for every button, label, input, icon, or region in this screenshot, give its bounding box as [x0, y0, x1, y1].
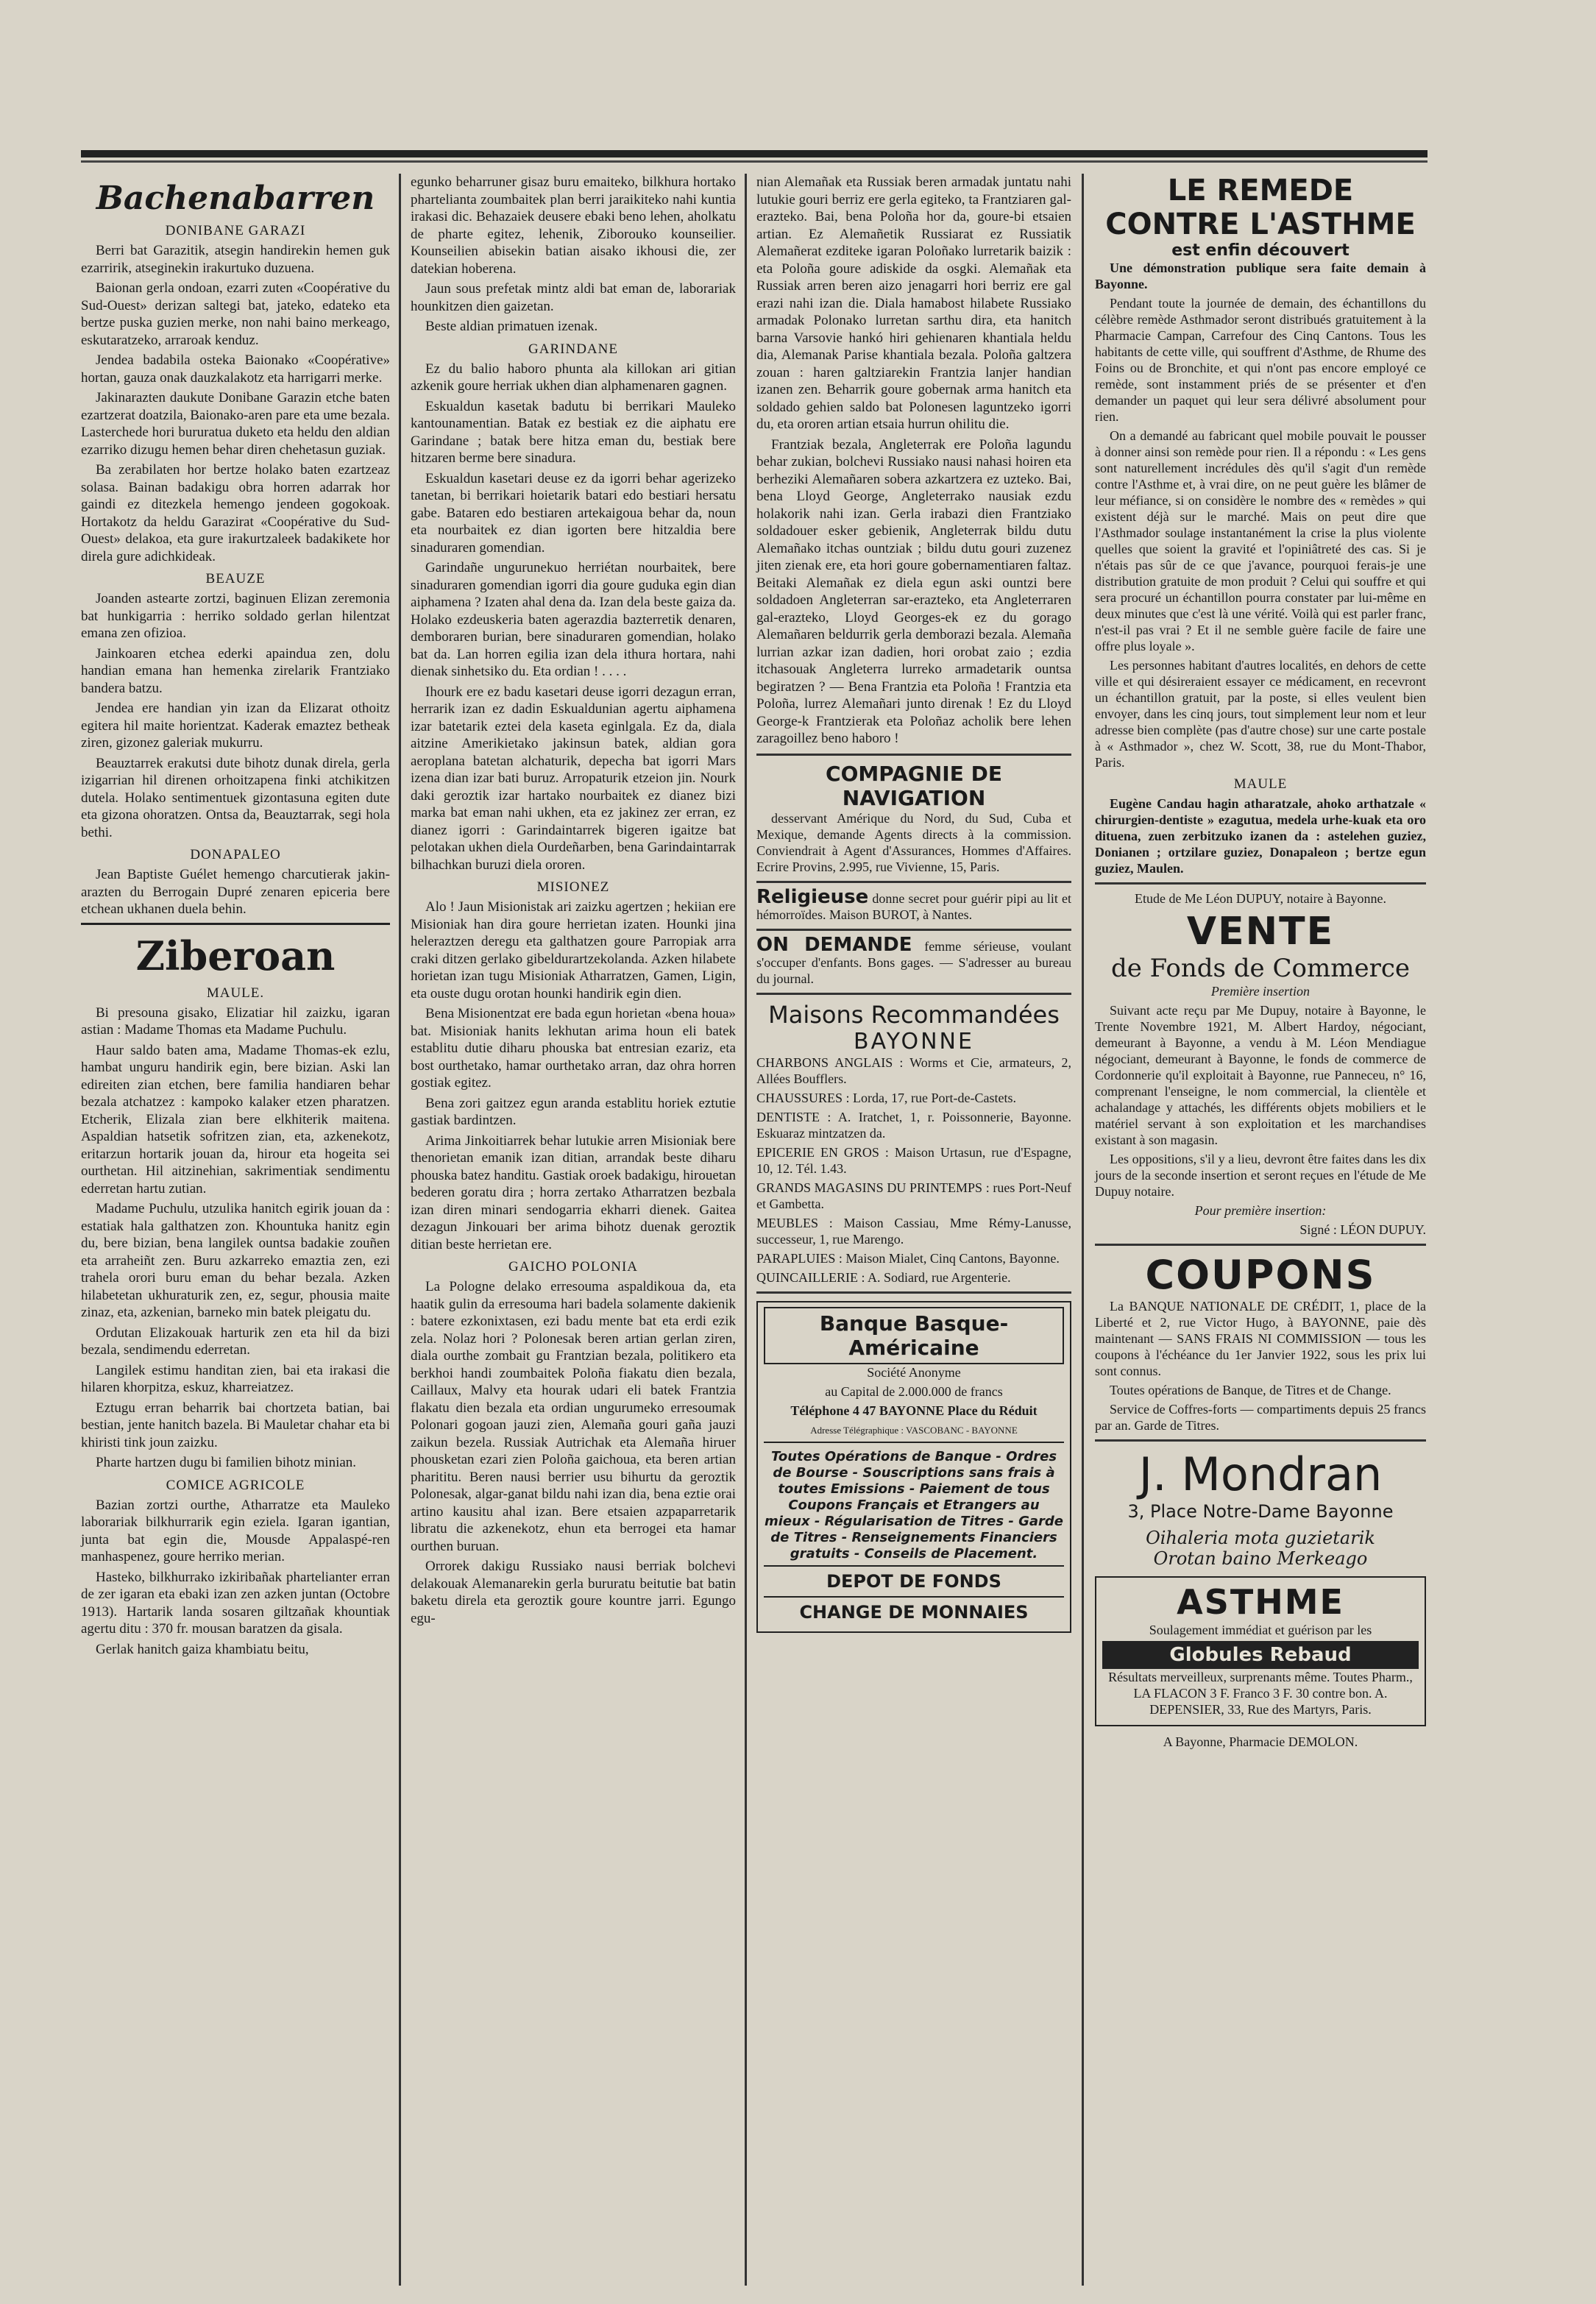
- paragraph: Bazian zortzi ourthe, Atharratze eta Mauleko laborariak bilkhurrarik egin eziela. Igaran igantian, junta bat egin die, Mousde Appalaspé-ren manhaspenez, goure herriko merian.: [81, 1497, 390, 1564]
- paragraph: Alo ! Jaun Misionistak ari zaizku agertzen ; hekiian ere Misioniak han dira goure herrietan izaten. Hounki jina heleraztzen deregu eta galthatzen goure Parropiak arra craki ditzen gerlako gibeldurartzekolanda. Azken hilabete horietan izan tugu Misioniak Atharratzen, Gamen, Ligin, eta ouste dugu orotan hounki handirik egin dien.: [411, 899, 736, 1002]
- ad-footer: DEPOT DE FONDS: [764, 1565, 1064, 1596]
- coupons-text: La BANQUE NATIONALE DE CRÉDIT, 1, place de la Liberté et 2, rue Victor Hugo, à BAYONNE, paie dès maintenant — SANS FRAIS NI COMMISSION — tous les coupons à l'échéance du 1er Janvier 1922, sous les prix lui sont connus.: [1095, 1299, 1426, 1378]
- paragraph: Arima Jinkoitiarrek behar lutukie arren Misioniak bere thenorietan emanik izan ditian, arrandak beste diharu phouska batez handitu. Gastiak oroek badakigu, hirouetan bederen goratu dira ; horra zertako Atharratzen bezbala izan diren minari sendogarria ekharri dienek. Gaitea dezagun Jinkouari ber arima bihotz duenak geroztik ditian beste herrietan ere.: [411, 1132, 736, 1252]
- paragraph: Baionan gerla ondoan, ezarri zuten «Coopérative du Sud-Ouest» derizan saltegi bat, jateko, edateko eta bertze puska guzien merke, non nahi baino merkeago, eskutaratzeko, arraroak kenduz.: [81, 280, 390, 348]
- paragraph: Hasteko, bilkhurrako izkiribañak phartelianter erran de zer igaran eta ebaki izan zen azken juntan (Octobre 1913). Hartarik landa sosaren giltzañak khountiak agertu ditu : 370 fr. mousan baratzen da gisala.: [81, 1569, 390, 1637]
- ad-title: LE REMEDE: [1167, 174, 1354, 208]
- divider: [756, 1291, 1071, 1294]
- subhead: BEAUZE: [205, 571, 266, 586]
- ad-vente: [1095, 910, 1426, 1238]
- vente-text: Les oppositions, s'il y a lieu, devront être faites dans les dix jours de la seconde insertion et seront reçues en l'étude de Me Dupuy notaire.: [1095, 1152, 1426, 1199]
- vente-signature: Signé : LÉON DUPUY.: [1299, 1222, 1426, 1237]
- section-title-bachenabarren: Bachenabarren: [96, 180, 375, 217]
- column-4: [1088, 174, 1433, 2286]
- asthme-product: Globules Rebaud: [1102, 1641, 1419, 1669]
- paragraph: Beste aldian primatuen izenak.: [425, 319, 598, 334]
- ad-keyword: Religieuse: [756, 885, 869, 908]
- paragraph: Gerlak hanitch gaiza khambiatu beitu,: [96, 1641, 309, 1657]
- business-item: QUINCAILLERIE : A. Sodiard, rue Argenterie.: [756, 1269, 1011, 1285]
- vente-insertion: Première insertion: [1210, 984, 1311, 999]
- business-item: GRANDS MAGASINS DU PRINTEMPS : rues Port-Neuf et Gambetta.: [756, 1180, 1071, 1211]
- paragraph: Bena Misionentzat ere bada egun horietan «bena houa» bat. Misioniak hanits lekhutan arima houn eli batek establitu dutie diharu phouska bat entresian ezariz, eta bost ourthetako, hamar ourthetako arran, daz ohra horren gostiak egitez.: [411, 1006, 736, 1091]
- ad-footer: CHANGE DE MONNAIES: [764, 1596, 1064, 1627]
- paragraph: Joanden astearte zortzi, baginuen Elizan zeremonia bat hunkigarria : herriko soldado gerlan hilentzat emana zen ofizioa.: [81, 591, 390, 641]
- ad-text: On a demandé au fabricant quel mobile pouvait le pousser à donner ainsi son remède pour rien. Il a répondu : « Les gens sont naturellement incrédules dès qu'il s'agit d'un remède contre l'Asthme et, à vrai dire, on ne peut guère les blâmer de leur méfiance, si on considère le nombre des « remèdes » qui existent déjà sur le marché. Mais on peut dire que l'Asthmador soulage instantanément la crise la plus violente quelles que soient la gravité et l'opiniâtreté des cas. Si je n'étais pas sûr de ce que j'avance, pourquoi ferais-je une distribution gratuite de mon produit ? Celui qui souffre et qui sera procuré un échantillon pourra constater par lui-même en deux minutes que c'est là une vérité. Voilà qui est parler franc, n'est-il pas vrai ? Et il ne semble guère facile de faire une offre plus loyale ».: [1095, 428, 1426, 653]
- ad-mondran: [1095, 1447, 1426, 1569]
- ad-navigation: [756, 762, 1071, 875]
- subhead: MISIONEZ: [536, 879, 610, 895]
- paragraph: Jendea ere handian yin izan da Elizarat othoitz egitera hil maite horientzat. Kaderak emaztez betheak ziren, gizonez galeriak mukurru.: [81, 701, 390, 751]
- ad-operations: Toutes Opérations de Banque - Ordres de Bourse - Souscriptions sans frais à toutes Emissions - Paiement de tous Coupons Français et Etrangers au mieux - Régularisation de Titres - Garde de Titres - Renseignements Financiers gratuits - Conseils de Placement.: [764, 1442, 1064, 1562]
- subhead: MAULE.: [206, 985, 265, 1001]
- divider: [756, 881, 1071, 883]
- paragraph: Beauztarrek erakutsi dute bihotz dunak direla, gerla izigarrian hil direnen orhoitzapena finki atchikitzen dutela. Holako sentimentuek gizontasuna egiten dute eta gizona ohoratzen. Ontsa da, Beauztarrak, segi hola bethi.: [81, 755, 390, 840]
- ad-text: Pendant toute la journée de demain, des échantillons du célèbre remède Asthmador seront distribués gratuitement à la Pharmacie Campan, Carrefour des Cinq Cantons. Tous les habitants de cette ville, qui souffrent d'Asthme, de Rhume des Foins ou de Bronchite, et qui n'ont pas encore employé ce remède, sont instamment priés de se présenter et d'en demander un paquet qui leur sera délivré absolument pour rien.: [1095, 296, 1426, 424]
- divider: [1095, 882, 1426, 885]
- subhead: GARINDANE: [528, 341, 618, 357]
- paragraph: Berri bat Garazitik, atsegin handirekin hemen guk ezarririk, atseginekin irakurtuko duzuena.: [81, 243, 390, 276]
- asthme-text: A Bayonne, Pharmacie DEMOLON.: [1163, 1734, 1358, 1749]
- ad-line: Adresse Télégraphique : VASCOBANC - BAYONNE: [810, 1424, 1018, 1436]
- business-item: CHARBONS ANGLAIS : Worms et Cie, armateurs, 2, Allées Boufflers.: [756, 1054, 1071, 1086]
- paragraph: La Pologne delako erresouma aspaldikoua da, eta haatik gulin da erresouma hari badela solamente dakienik : batere ezkonixtasen, ezi badu mente bat eta erdi ezik zela. Nolaz hori ? Polonesak beren artian gerlan ziren, diala ourthe zombait gu Frantzian bezala, politikero eta berkhoi handi zoumbaitek Poloña fiakatu dien bezala, Caillaux, Malvy eta hourak udari eli batek Frantzia flakatu dien bezala eta ordian ungurumeko erresoumak Polonari gogoan jauzi zien, Alemaña gouri gaña jauzi zaikun bezela. Russiak Autrichak eta Alemaña hiruer phousketan ezari zien Poloña gaichoua, eta beren artian pharititu. Beren nausi berrier usu bihurtu da geroztik Polonesak, algar-ganat bildu nahi izan dia, bena eztie orai artino kausitu ahal izan. Bere etsaien azpaparretarik libratu die azkenekotz, ehun eta berrogei eta hamar ourthen buruan.: [411, 1279, 736, 1554]
- paragraph: Ez du balio haboro phunta ala killokan ari gitian azkenik goure herriak ukhen dian alphamenaren gagnen.: [411, 361, 736, 394]
- paragraph: Ordutan Elizakouak harturik zen eta hil da bizi bezala, sendimendu ederretan.: [81, 1325, 390, 1358]
- ad-subtitle: BAYONNE: [854, 1028, 974, 1054]
- coupons-title: COUPONS: [1145, 1252, 1376, 1298]
- ad-text: donne secret pour guérir pipi au lit et hémorroïdes. Maison BUROT, à Nantes.: [756, 890, 1071, 922]
- subhead: DONIBANE GARAZI: [165, 223, 306, 238]
- paragraph: Bi presouna gisako, Elizatiar hil zaizku, igaran astian : Madame Thomas eta Madame Puchulu.: [81, 1004, 390, 1038]
- asthme-text: Résultats merveilleux, surprenants même. Toutes Pharm., LA FLACON 3 F. Franco 3 F. 30 contre bon. A. DEPENSIER, 33, Rue des Martyrs, Paris.: [1108, 1670, 1413, 1717]
- section-title-ziberoan: Ziberoan: [81, 923, 390, 979]
- divider: [756, 993, 1071, 995]
- top-rule-thin: [81, 160, 1427, 163]
- ad-text: Les personnes habitant d'autres localités, en dehors de cette ville et qui désireraient essayer ce médicament, en recevront un échantillon gratuit, par la poste, si elles veulent bien envoyer, dans les cinq jours, tout simplement leur nom et leur adresse bien complète (pas d'autre chose) sur une carte postale à « Asthmador », chez W. Scott, 38, rue du Mont-Thabor, Paris.: [1095, 658, 1426, 770]
- ad-religieuse: [756, 885, 1071, 923]
- column-divider: [399, 174, 401, 2286]
- paragraph: Eskualdun kasetak badutu bi berrikari Mauleko kantounamentian. Batak ez bestiak ez die aiphatu ere Garindane ; batak bere hitza eman du, bestiak bere hitzaren berme bere sinadura.: [411, 398, 736, 466]
- vente-text: Suivant acte reçu par Me Dupuy, notaire à Bayonne, le Trente Novembre 1921, M. Albert Hardoy, négociant, demeurant à Bayonne, a vendu à M. Léon Mendiague négociant, demeurant à Bayonne, le fonds de commerce de Cordonnerie qu'il exploitait à Bayonne, rue Panneceu, n° 16, comprenant l'enseigne, le nom commercial, la clientèle et achalandage y attachés, les différents objets mobiliers et le matériel servant à son exploitation et les marchandises existant à son magasin.: [1095, 1003, 1426, 1147]
- asthme-text: Soulagement immédiat et guérison par les: [1149, 1623, 1372, 1637]
- business-item: CHAUSSURES : Lorda, 17, rue Port-de-Castets.: [756, 1090, 1016, 1105]
- paragraph: Eskualdun kasetari deuse ez da igorri behar agerizeko tanetan, bi berrikari hoietarik batari edo bestiari hersatu gabe. Bataren edo bestiaren artekaigoua behar da, noun eta nourbaitek ez dian igorten bere hitzaldia bere sinaduraren gomendian.: [411, 470, 736, 556]
- divider: [756, 929, 1071, 931]
- ad-maisons-recommandees: [756, 1001, 1071, 1286]
- ad-banque-basque: [756, 1301, 1071, 1634]
- ad-title: Maisons Recommandées: [768, 1000, 1060, 1029]
- coupons-text: Service de Coffres-forts — compartiments depuis 25 francs par an. Garde de Titres.: [1095, 1402, 1426, 1433]
- paragraph: Orrorek dakigu Russiako nausi berriak bolchevi delakouak Alemanarekin gerla bururatu beitutie bat batin baketu direla eta geroztik goure kountre jarri. Egungo egu-: [411, 1559, 736, 1626]
- paragraph: Langilek estimu handitan zien, bai eta irakasi die hilaren khorpitza, eskuz, kharreiatzez.: [81, 1362, 390, 1395]
- mondran-line: Orotan baino Merkeago: [1153, 1548, 1368, 1569]
- paragraph: Madame Puchulu, utzulika hanitch egirik jouan da : estatiak hala galthatzen zon. Khountuka hanitz egin du, bere bizian, bena langilek ountsa badakie zouñen eta arraheiñt zen. Buru azkarreko emaztia zen, ezi trahela orori buru eman du behar bezala. Azken hilabetetan ukhuraturik zen, ez, segur, phousia maite zinaz, eta, azkenian, barneko min batek pleigatu du.: [81, 1201, 390, 1320]
- ad-asthme-globules: [1095, 1576, 1426, 1726]
- paragraph: Jendea badabila osteka Baionako «Coopérative» hortan, gauza onak dauzkalakotz eta harrigarri merke.: [81, 352, 390, 386]
- vente-subtitle: de Fonds de Commerce: [1110, 954, 1410, 983]
- ad-text: Une démonstration publique sera faite demain à Bayonne.: [1095, 260, 1426, 291]
- paragraph: Jaun sous prefetak mintz aldi bat eman de, laborariak hounkitzen dien gaizetan.: [411, 281, 736, 314]
- business-item: MEUBLES : Maison Cassiau, Mme Rémy-Lanusse, successeur, 1, rue Marengo.: [756, 1215, 1071, 1247]
- paragraph: Haur saldo baten ama, Madame Thomas-ek ezlu, hambat unguru handirik egin, bere bizian. Aski lan edireiten zian etchen, bere familia handiaren behar bezala atchatzez : kampoko kalaker etzen pharatzen. Etcherik, Elizala zian bere elkhiterik maitena. Aspaldian hatsetik sofritzen zian, eta, azkenekotz, eritarzun hortarik jouan da, hirour eta hogeita sei ourthetan. Hil aitzinehian, sakrimentiak sendimentu ederretan hartu zutian.: [81, 1042, 390, 1197]
- business-item: PARAPLUIES : Maison Mialet, Cinq Cantons, Bayonne.: [756, 1250, 1060, 1266]
- ad-line: au Capital de 2.000.000 de francs: [825, 1383, 1003, 1399]
- divider: [1095, 1244, 1426, 1246]
- column-divider: [1082, 174, 1084, 2286]
- asthme-title: ASTHME: [1177, 1582, 1344, 1622]
- business-item: EPICERIE EN GROS : Maison Urtasun, rue d'Espagne, 10, 12. Tél. 1.43.: [756, 1144, 1071, 1176]
- mondran-line: Oihaleria mota guzietarik: [1146, 1528, 1375, 1548]
- ad-on-demande: [756, 933, 1071, 987]
- paragraph: Ihourk ere ez badu kasetari deuse igorri dezagun erran, herrarik izan ez dadin Eskualdunian agertu aiphamena izar batetarik eztei dela kaseta eginlgala. Ez da, diala aitzine Amerikietako jakinsun batek, aldian gora aeroplana batetan alchaturik, depecha bat igorri Mars izena dian izar bati buruz. Arropaturik etzeion jin. Nourk daki geroztik izar hartako nourbaitek ez dianez bizi marka bat eman nahi ukhen, eta ez jakinez zer erran, ez dianez igorri : Garindaintarrek bigeren igaitze bat pelotakan ukhen diela Ourdeñarben, bena Garindaintarrak bilhachkan buruzi diela ororen.: [411, 684, 736, 873]
- column-divider: [745, 174, 747, 2286]
- paragraph: Jainkoaren etchea ederki apaindua zen, dolu handian emana han hemenka zirelarik Frantziako bandera batzu.: [81, 645, 390, 696]
- subhead: MAULE: [1233, 776, 1288, 792]
- ad-line: Téléphone 4 47 BAYONNE Place du Réduit: [790, 1403, 1038, 1418]
- paragraph: Ba zerabilaten hor bertze holako baten ezartzeaz solasa. Bainan badakigu obra horren adarrak hor gaindi ez ditezkela hemengo jendeen gogokoak. Hortakotz da heldu Garazirat «Coopérative du Sud-Ouest» delakoa, eta gure irakurtzaleek badakikete hor direla gure adichkideak.: [81, 462, 390, 564]
- ad-subtitle: est enfin découvert: [1171, 241, 1349, 260]
- coupons-text: Toutes opérations de Banque, de Titres et de Change.: [1110, 1383, 1391, 1397]
- paragraph: egunko beharruner gisaz buru emaiteko, bilkhura hortako phartelianta zoumbaitek plan berri jaraikiteko nahi kuntia irakasi dic. Behazaiek deusere ebaki beno lehen, aholkatu de pharte egitez, lehenik, Ziborouko kounseilier. Kounseilien abisekin batian aisako ikhousi die, zer datekian hoberena.: [411, 174, 736, 277]
- ad-title: CONTRE L'ASTHME: [1105, 208, 1416, 241]
- paragraph: Eztugu erran beharrik bai chortzeta batian, bai bestian, jente hanitch bazela. Bi Mauletar chahar eta bi khiristi tink joun zaizku.: [81, 1400, 390, 1450]
- paragraph: Jakinarazten daukute Donibane Garazin etche baten ezartzerat doatzila, Baionako-aren pare eta ume bezala. Lasterchede hori bururatua duketo eta heldu den aldian ezarriko dizugu hemen behar diren chehetasun guziak.: [81, 390, 390, 458]
- mondran-address: 3, Place Notre-Dame Bayonne: [1127, 1501, 1394, 1522]
- paragraph: Bena zori gaitzez egun aranda establitu horiek eztutie gastiak bardintzen.: [411, 1095, 736, 1128]
- subhead: DONAPALEO: [190, 847, 281, 862]
- vente-text: Pour première insertion:: [1194, 1203, 1327, 1218]
- ad-text: Eugène Candau hagin atharatzale, ahoko arthatzale « chirurgien-dentiste » ezagutua, medela urhe-kuak eta oro dituena, zuen zerbitzuko izanen da : astelehen guziez, Donianen ; ortzilare guziez, Donapaleon ; bertze egun guziez, Maulen.: [1095, 796, 1426, 876]
- ad-line: Société Anonyme: [867, 1364, 961, 1380]
- divider: [756, 754, 1071, 756]
- vente-title: VENTE: [1186, 910, 1335, 954]
- mondran-name: J. Mondran: [1138, 1447, 1383, 1501]
- subhead: COMICE AGRICOLE: [166, 1477, 305, 1493]
- column-1: [74, 174, 397, 2286]
- subhead: GAICHO POLONIA: [508, 1259, 639, 1275]
- paragraph: Garindañe ungurunekuo herriétan nourbaitek, bere sinaduraren gomendian igorri dia goure guduka egin dian aiphamena ? Izaten ahal dena da. Izan dela beste gaiza da. Holako ezdeuskeria baten agerazdia bazterretik denaren, demboraren burian, bere sinaduraren gomendian, holako bat da. Lan horren egilia izan dela ithura hortara, nahi dienak sinhetsiko du. Eta ordian ! . . . .: [411, 560, 736, 679]
- ad-coupons: [1095, 1252, 1426, 1433]
- top-rule: [81, 150, 1427, 157]
- ad-asthme-remede: [1095, 174, 1426, 770]
- paragraph: Pharte hartzen dugu bi familien bihotz minian.: [96, 1455, 357, 1470]
- column-2: [403, 174, 743, 2286]
- divider: [1095, 1439, 1426, 1442]
- ad-title: Banque Basque-Américaine: [764, 1307, 1064, 1364]
- etude-line: Etude de Me Léon DUPUY, notaire à Bayonne.: [1134, 891, 1387, 906]
- business-item: DENTISTE : A. Iratchet, 1, r. Poissonnerie, Bayonne. Eskuaraz mintzatzen da.: [756, 1109, 1071, 1141]
- paragraph: nian Alemañak eta Russiak beren armadak juntatu nahi lutukie gouri berriz ere gerla egiteko, ta Frantziaren gal-erazteko. Bai, bena Poloña hor da, goure-bi etsaien artian. Ez Alemañetik Russiarat ez Russiatik Alemañerat ezditeke igaran Poloñako lurretarik baizik : eta Poloña goure adiskide da osgki. Alemañak eta Russiak arren beren aizo jenagarri hori berriz ere gal erazi nahi izan die. Diala hamabost hilabete Russiako armadak Polonako lurretan sarthu dira, eta hanitch barna Varsovie hankó hiri gehienaren khantiala heldu dia, Alemanak Parise khantiala bezala. Poloña galtzera zouan : haren galtziarekin Frantzia lanjer handian izanen zen. Beharrik goure gobernak arma hanitch eta soldado gehien saldo bat Polonesen laguntzeko igorri du, eta ororen artian etsaia hurrun ohilitu die.: [756, 174, 1071, 432]
- business-list: [756, 1054, 1071, 1286]
- ad-title: COMPAGNIE DE NAVIGATION: [826, 761, 1002, 810]
- column-3: [749, 174, 1079, 2286]
- paragraph: Jean Baptiste Guélet hemengo charcutierak jakin-arazten du Berrogain Dupré zenaren epiceria bere etchean ukhanen duela behin.: [81, 867, 390, 917]
- paragraph: Frantziak bezala, Angleterrak ere Poloña lagundu behar zukian, bolchevi Russiako nausi nahasi hoiren eta berheziki Alemañaren sobera azkartzera ez uzteko. Bai, bena Lloyd George, Angleterrako nausiak ezdu holakorik nahi izan. Gerla irabazi dien Frantziako soldadouer esker gebienik, Angleterrak bildu dutu Alemañako itchas ountziak ; bildu dutu gouri zuzenez jiten zienak ere, eta hori goure gobernamentiaren faltaz. Beitaki Alemañak ez diela egun aski ountzi bere soldadoen Angleterran sar-erazteko, eta Angleterraren gal-erazteko, Lloyd Georges-ek ez du gorago Alemañaren beldurrik gerla demborazi bezala. Alemaña lurrian azkar izan dadien, hori orobat zaio ; ezdia itchasouak Angleterra lurreko armadetarik ountsa begiratzen ? — Bena Frantzia eta Poloña ! Frantzia eta Poloña, lurrez Alemañari junto direnak ! Ez du Lloyd George-k Frantzierak eta Poloñaz acholik bere lehen zaragoillez beno haboro !: [756, 436, 1071, 746]
- ad-text: desservant Amérique du Nord, du Sud, Cuba et Mexique, demande Agents directs à la commission. Conviendrait à Agent d'Assurances, Hommes d'Affaires. Ecrire Provins, 2.995, rue Vivienne, 15, Paris.: [756, 810, 1071, 874]
- ad-text: femme sérieuse, voulant s'occuper d'enfants. Bons gages. — S'adresser au bureau du journal.: [756, 938, 1071, 986]
- ad-keyword: ON DEMANDE: [756, 933, 912, 956]
